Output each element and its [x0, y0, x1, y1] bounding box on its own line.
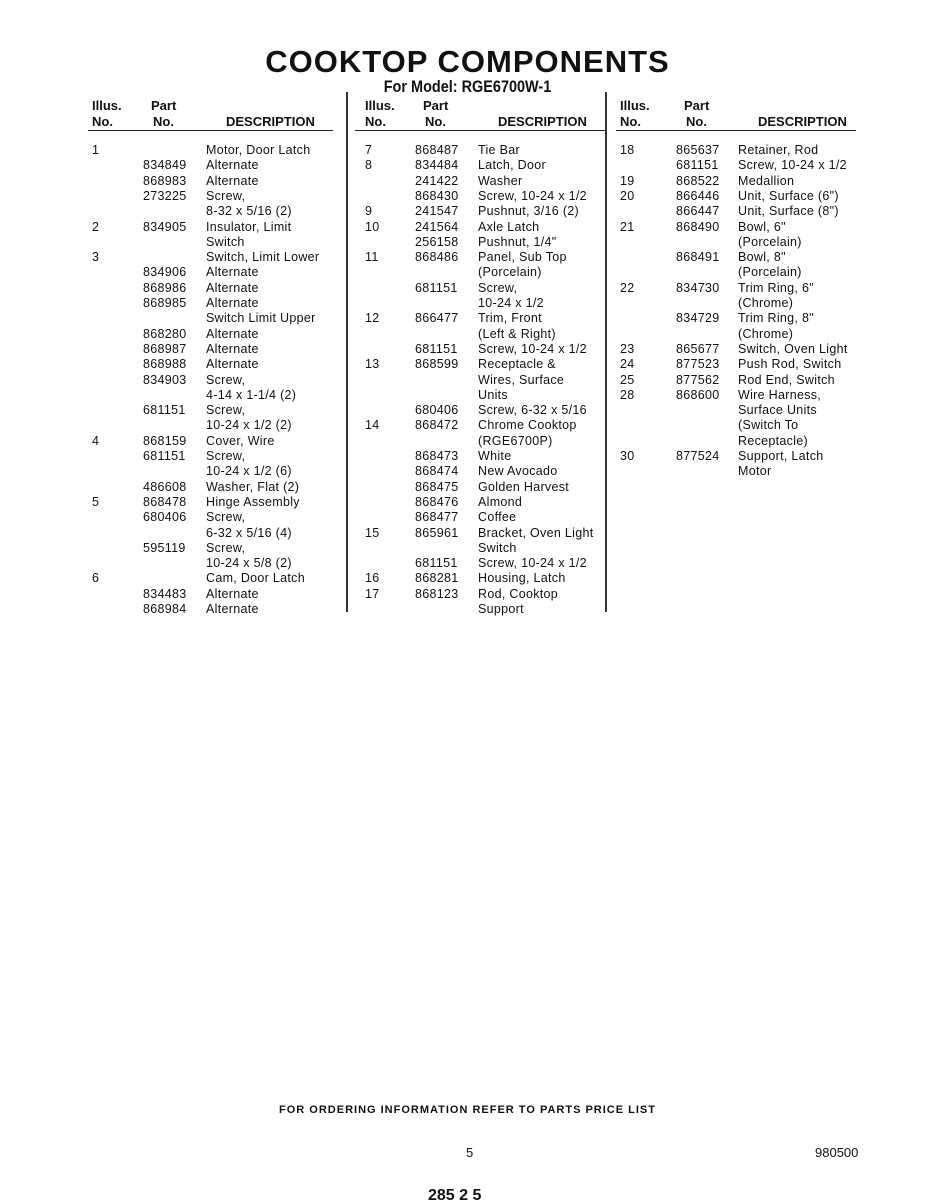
part-number: 868984 — [143, 602, 187, 616]
part-row — [616, 403, 856, 418]
part-row — [355, 265, 605, 280]
part-row — [616, 342, 856, 357]
part-row — [88, 587, 333, 602]
part-row — [616, 220, 856, 235]
part-number: 834729 — [676, 311, 720, 326]
part-number: 681151 — [676, 158, 719, 173]
part-number: 868472 — [415, 418, 459, 433]
part-row — [616, 373, 856, 388]
part-description: 10-24 x 1/2 — [478, 296, 544, 310]
part-number: 868988 — [143, 357, 187, 372]
part-description: Switch, Oven Light — [738, 341, 848, 356]
part-description: Unit, Surface (8") — [738, 204, 839, 219]
part-number: 681151 — [415, 341, 458, 356]
part-description: Screw, — [206, 403, 246, 418]
part-number: 868475 — [415, 479, 459, 494]
part-description: Wire Harness, — [738, 387, 822, 402]
part-row — [88, 281, 333, 296]
part-description: Receptacle & — [478, 357, 556, 372]
part-description: Screw, — [206, 372, 246, 387]
part-description: Almond — [478, 494, 523, 509]
part-number: 868281 — [415, 571, 459, 586]
parts-column-3 — [616, 97, 856, 617]
part-description: 10-24 x 1/2 (6) — [206, 464, 292, 479]
header-part-no: No. — [686, 114, 707, 129]
part-description: 4-14 x 1-1/4 (2) — [206, 387, 297, 402]
part-description: Trim, Front — [478, 311, 542, 326]
part-row — [616, 235, 856, 250]
part-row — [616, 434, 856, 449]
illus-number: 7 — [365, 143, 373, 157]
model-subtitle: For Model: RGE6700W-1 — [383, 77, 552, 96]
parts-column-2 — [355, 97, 605, 617]
part-description: 10-24 x 1/2 (2) — [206, 418, 292, 433]
part-row — [88, 189, 333, 204]
part-description: Pushnut, 1/4" — [478, 234, 557, 249]
header-part: Part — [423, 98, 449, 113]
part-row — [616, 250, 856, 265]
part-description: Screw, 6-32 x 5/16 — [478, 403, 587, 418]
part-description: Bracket, Oven Light — [478, 525, 594, 540]
part-description: Switch Limit Upper — [206, 311, 316, 326]
page-title: COOKTOP COMPONENTS — [265, 44, 670, 79]
part-description: Alternate — [206, 280, 259, 295]
part-number: 868600 — [676, 387, 720, 402]
part-row — [355, 464, 605, 479]
part-number: 834906 — [143, 265, 187, 280]
part-row — [355, 373, 605, 388]
part-number: 868473 — [415, 449, 459, 463]
parts-column-1 — [88, 97, 333, 617]
part-row — [88, 311, 333, 326]
part-description: Alternate — [206, 357, 259, 372]
part-row — [355, 587, 605, 602]
part-number: 868987 — [143, 341, 187, 356]
illus-number: 11 — [365, 250, 379, 265]
part-row — [88, 357, 333, 372]
part-description: Push Rod, Switch — [738, 357, 842, 372]
illus-number: 23 — [620, 341, 635, 356]
part-row — [88, 526, 333, 541]
part-row — [616, 189, 856, 204]
part-row — [355, 449, 605, 464]
part-number: 865677 — [676, 341, 720, 356]
part-row — [88, 235, 333, 250]
part-row — [616, 311, 856, 326]
part-description: Cover, Wire — [206, 433, 275, 448]
part-row — [355, 250, 605, 265]
part-description: Motor — [738, 464, 772, 479]
part-row — [355, 526, 605, 541]
part-description: Trim Ring, 8" — [738, 311, 814, 326]
header-description: DESCRIPTION — [758, 114, 847, 129]
part-description: 10-24 x 5/8 (2) — [206, 556, 292, 571]
part-row — [88, 541, 333, 556]
illus-number: 15 — [365, 525, 380, 540]
part-row — [616, 357, 856, 372]
part-row — [616, 143, 856, 158]
part-row — [88, 204, 333, 219]
part-description: Cam, Door Latch — [206, 571, 305, 586]
part-description: Axle Latch — [478, 219, 540, 234]
illus-number: 10 — [365, 219, 380, 234]
part-number: 868123 — [415, 586, 459, 601]
part-description: Screw, 10-24 x 1/2 — [478, 188, 587, 203]
header-rule — [355, 130, 605, 131]
part-number: 877523 — [676, 357, 720, 372]
part-row — [88, 480, 333, 495]
part-description: Screw, 10-24 x 1/2 — [738, 158, 847, 173]
part-description: Bowl, 8" — [738, 250, 786, 265]
part-row — [355, 510, 605, 525]
illus-number: 19 — [620, 173, 635, 188]
part-description: Alternate — [206, 158, 259, 173]
illus-number: 20 — [620, 188, 635, 203]
part-description: Switch — [206, 234, 245, 249]
part-description: (Left & Right) — [478, 326, 556, 341]
part-row — [88, 418, 333, 433]
part-number: 868487 — [415, 143, 459, 157]
part-description: New Avocado — [478, 464, 558, 479]
part-row — [88, 495, 333, 510]
header-part-no: No. — [425, 114, 446, 129]
part-number: 834905 — [143, 219, 187, 234]
part-number: 834484 — [415, 158, 459, 173]
part-row — [88, 327, 333, 342]
handwritten-note: 285 2 5 — [428, 1187, 482, 1200]
part-description: Alternate — [206, 586, 259, 601]
part-row — [88, 220, 333, 235]
part-number: 868491 — [676, 250, 720, 265]
part-description: Housing, Latch — [478, 571, 566, 586]
part-row — [355, 434, 605, 449]
part-description: Unit, Surface (6") — [738, 188, 839, 203]
part-row — [355, 327, 605, 342]
page-number: 5 — [466, 1145, 474, 1160]
column-divider — [605, 92, 607, 612]
header-description: DESCRIPTION — [226, 114, 315, 129]
part-row — [616, 174, 856, 189]
part-description: (Porcelain) — [738, 234, 802, 249]
part-description: (Chrome) — [738, 326, 794, 341]
part-row — [616, 281, 856, 296]
part-description: Screw, — [206, 510, 246, 525]
part-row — [616, 464, 856, 479]
part-number: 256158 — [415, 234, 459, 249]
part-description: 6-32 x 5/16 (4) — [206, 525, 292, 540]
illus-number: 16 — [365, 571, 380, 586]
part-description: Pushnut, 3/16 (2) — [478, 204, 579, 219]
part-number: 241547 — [415, 204, 459, 219]
part-row — [355, 480, 605, 495]
part-description: Latch, Door — [478, 158, 546, 173]
illus-number: 2 — [92, 219, 100, 234]
part-number: 834849 — [143, 158, 187, 173]
part-number: 868280 — [143, 326, 187, 341]
part-number: 834730 — [676, 280, 720, 295]
part-row — [88, 434, 333, 449]
part-row — [355, 311, 605, 326]
illus-number: 17 — [365, 586, 380, 601]
illus-number: 18 — [620, 143, 635, 157]
part-row — [88, 174, 333, 189]
column-divider — [346, 92, 348, 612]
part-description: Units — [478, 387, 508, 402]
part-row — [88, 449, 333, 464]
part-number: 486608 — [143, 479, 187, 494]
part-row — [88, 464, 333, 479]
part-description: Alternate — [206, 341, 259, 356]
part-description: Insulator, Limit — [206, 219, 292, 234]
part-row — [355, 342, 605, 357]
part-number: 877562 — [676, 372, 720, 387]
part-number: 868478 — [143, 494, 187, 509]
part-row — [355, 235, 605, 250]
part-number: 866446 — [676, 188, 720, 203]
part-number: 595119 — [143, 540, 186, 555]
illus-number: 8 — [365, 158, 373, 173]
part-number: 834903 — [143, 372, 187, 387]
part-number: 866477 — [415, 311, 459, 326]
part-description: Bowl, 6" — [738, 219, 786, 234]
part-description: (RGE6700P) — [478, 433, 553, 448]
part-number: 868486 — [415, 250, 459, 265]
header-illus-no: No. — [365, 114, 386, 129]
part-number: 680406 — [143, 510, 187, 525]
part-row — [88, 158, 333, 173]
part-row — [88, 602, 333, 617]
part-row — [355, 296, 605, 311]
part-number: 834483 — [143, 586, 187, 601]
part-row — [88, 265, 333, 280]
part-description: Screw, — [478, 280, 518, 295]
part-description: Washer, Flat (2) — [206, 479, 300, 494]
part-row — [355, 403, 605, 418]
part-description: Panel, Sub Top — [478, 250, 567, 265]
part-description: Screw, — [206, 540, 246, 555]
illus-number: 12 — [365, 311, 380, 326]
part-row — [88, 571, 333, 586]
part-number: 868490 — [676, 219, 720, 234]
part-description: Motor, Door Latch — [206, 143, 311, 157]
part-row — [88, 388, 333, 403]
part-number: 681151 — [415, 556, 458, 571]
part-number: 868983 — [143, 173, 187, 188]
part-number: 273225 — [143, 188, 187, 203]
part-description: Hinge Assembly — [206, 494, 300, 509]
part-row — [355, 220, 605, 235]
illus-number: 21 — [620, 219, 635, 234]
illus-number: 30 — [620, 449, 635, 463]
header-illus-no: No. — [620, 114, 641, 129]
illus-number: 14 — [365, 418, 380, 433]
part-description: Wires, Surface — [478, 372, 565, 387]
part-description: Alternate — [206, 173, 259, 188]
part-row — [616, 158, 856, 173]
part-description: (Porcelain) — [738, 265, 802, 280]
header-part: Part — [151, 98, 177, 113]
illus-number: 13 — [365, 357, 380, 372]
part-row — [616, 204, 856, 219]
part-description: Screw, — [206, 188, 246, 203]
illus-number: 9 — [365, 204, 373, 219]
part-number: 865961 — [415, 525, 459, 540]
part-description: (Porcelain) — [478, 265, 542, 280]
part-row — [88, 556, 333, 571]
part-row — [616, 265, 856, 280]
ordering-info-footer: FOR ORDERING INFORMATION REFER TO PARTS PRICE LIST — [279, 1104, 656, 1116]
part-row — [355, 204, 605, 219]
header-part: Part — [684, 98, 710, 113]
header-part-no: No. — [153, 114, 174, 129]
part-description: Screw, 10-24 x 1/2 — [478, 556, 587, 571]
part-row — [355, 281, 605, 296]
illus-number: 28 — [620, 387, 635, 402]
part-number: 866447 — [676, 204, 720, 219]
part-number: 868599 — [415, 357, 459, 372]
part-description: Trim Ring, 6" — [738, 280, 814, 295]
illus-number: 6 — [92, 571, 100, 586]
part-description: Rod, Cooktop — [478, 586, 559, 601]
part-row — [616, 327, 856, 342]
part-description: Support, Latch — [738, 449, 824, 463]
part-row — [616, 418, 856, 433]
part-row — [88, 250, 333, 265]
part-row — [355, 495, 605, 510]
part-row — [355, 357, 605, 372]
part-description: Rod End, Switch — [738, 372, 835, 387]
part-row — [616, 449, 856, 464]
illus-number: 3 — [92, 250, 100, 265]
part-description: 8-32 x 5/16 (2) — [206, 204, 292, 219]
illus-number: 5 — [92, 494, 100, 509]
part-description: Alternate — [206, 296, 259, 310]
header-rule — [616, 130, 856, 131]
part-number: 868476 — [415, 494, 459, 509]
part-number: 868985 — [143, 296, 187, 310]
part-description: Receptacle) — [738, 433, 808, 448]
part-number: 868986 — [143, 280, 187, 295]
part-row — [355, 541, 605, 556]
part-row — [88, 403, 333, 418]
part-description: Golden Harvest — [478, 479, 570, 494]
header-rule — [88, 130, 333, 131]
part-row — [88, 373, 333, 388]
part-row — [88, 342, 333, 357]
part-number: 868477 — [415, 510, 459, 525]
part-description: Alternate — [206, 602, 259, 616]
illus-number: 1 — [92, 143, 100, 157]
illus-number: 25 — [620, 372, 635, 387]
part-row — [88, 510, 333, 525]
part-number: 681151 — [143, 403, 186, 418]
header-description: DESCRIPTION — [498, 114, 587, 129]
part-description: Retainer, Rod — [738, 143, 819, 157]
part-description: (Chrome) — [738, 296, 794, 310]
header-illus: Illus. — [620, 98, 650, 113]
part-description: Washer — [478, 173, 523, 188]
part-description: Support — [478, 602, 524, 616]
illus-number: 4 — [92, 433, 100, 448]
part-description: Surface Units — [738, 403, 817, 418]
part-description: Alternate — [206, 326, 259, 341]
part-number: 877524 — [676, 449, 720, 463]
part-description: Switch — [478, 540, 517, 555]
part-number: 865637 — [676, 143, 720, 157]
part-number: 241564 — [415, 219, 459, 234]
part-row — [616, 388, 856, 403]
part-row — [355, 556, 605, 571]
header-illus: Illus. — [365, 98, 395, 113]
part-number: 868474 — [415, 464, 459, 479]
part-description: Alternate — [206, 265, 259, 280]
part-description: Medallion — [738, 173, 795, 188]
part-description: Screw, — [206, 449, 246, 463]
document-number: 980500 — [815, 1145, 859, 1160]
header-illus-no: No. — [92, 114, 113, 129]
part-description: Screw, 10-24 x 1/2 — [478, 341, 587, 356]
part-number: 868430 — [415, 188, 459, 203]
part-row — [355, 571, 605, 586]
part-row — [355, 418, 605, 433]
part-number: 868159 — [143, 433, 187, 448]
part-row — [355, 388, 605, 403]
part-row — [88, 143, 333, 158]
part-number: 680406 — [415, 403, 459, 418]
part-row — [88, 296, 333, 311]
illus-number: 22 — [620, 280, 635, 295]
part-number: 868522 — [676, 173, 720, 188]
part-row — [355, 602, 605, 617]
part-description: Coffee — [478, 510, 517, 525]
part-number: 681151 — [143, 449, 186, 463]
part-row — [355, 143, 605, 158]
part-number: 681151 — [415, 280, 458, 295]
illus-number: 24 — [620, 357, 635, 372]
part-description: (Switch To — [738, 418, 799, 433]
part-description: White — [478, 449, 512, 463]
part-number: 241422 — [415, 173, 459, 188]
part-row — [355, 158, 605, 173]
part-row — [616, 296, 856, 311]
part-row — [355, 189, 605, 204]
part-description: Tie Bar — [478, 143, 520, 157]
part-description: Switch, Limit Lower — [206, 250, 320, 265]
header-illus: Illus. — [92, 98, 122, 113]
part-row — [355, 174, 605, 189]
part-description: Chrome Cooktop — [478, 418, 577, 433]
